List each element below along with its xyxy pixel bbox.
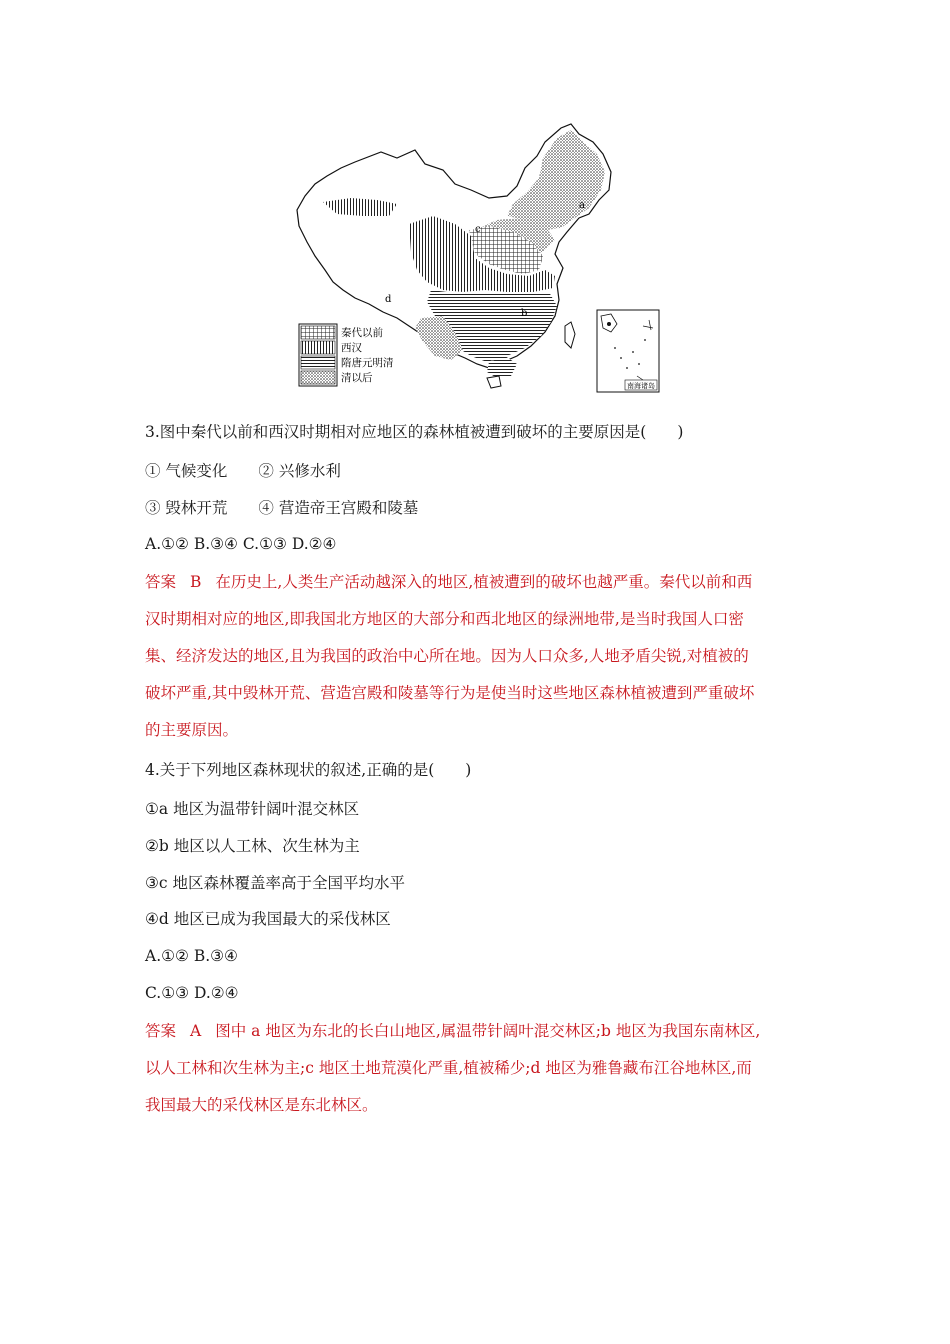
q4-stem: 4.关于下列地区森林现状的叙述,正确的是( ) bbox=[145, 761, 472, 780]
label-d: d bbox=[385, 294, 392, 305]
q3-options-2: ③ 毁林开荒 ④ 营造帝王宫殿和陵墓 bbox=[145, 498, 419, 517]
label-b: b bbox=[521, 308, 528, 319]
question-content bbox=[145, 420, 815, 1129]
q3-choices: A.①② B.③④ C.①③ D.②④ bbox=[145, 535, 337, 554]
q3-options-1: ① 气候变化 ② 兴修水利 bbox=[145, 461, 341, 480]
q3-answer-tag: 答案 bbox=[145, 573, 177, 592]
label-c: c bbox=[475, 224, 481, 235]
q4-choices-1: A.①② B.③④ bbox=[145, 947, 238, 966]
map-svg bbox=[293, 120, 665, 396]
legend-label-1: 西汉 bbox=[341, 342, 362, 354]
q3-explanation-line-2: 集、经济发达的地区,且为我国的政治中心所在地。因为人口众多,人地矛盾尖锐,对植被的 bbox=[145, 647, 749, 666]
legend-label-2: 隋唐元明清 bbox=[341, 357, 394, 369]
south-china-sea-inset bbox=[597, 310, 659, 392]
q4-explanation-line-1: 以人工林和次生林为主;c 地区土地荒漠化严重,植被稀少;d 地区为雅鲁藏布江谷地林区,而 bbox=[145, 1058, 752, 1077]
q3-explanation-line-4: 的主要原因。 bbox=[145, 721, 239, 740]
q3-answer-letter: B bbox=[190, 573, 202, 592]
q3-explanation-line-3: 破坏严重,其中毁林开荒、营造宫殿和陵墓等行为是使当时这些地区森林植被遭到严重破坏 bbox=[145, 684, 755, 703]
q4-explanation-line-2: 我国最大的采伐林区是东北林区。 bbox=[145, 1095, 378, 1114]
q3-answer bbox=[145, 561, 815, 752]
china-forest-map bbox=[293, 120, 665, 396]
q4-choices-2: C.①③ D.②④ bbox=[145, 983, 239, 1002]
hainan bbox=[487, 376, 501, 388]
q4-explanation-text-0: 图中 a 地区为东北的长白山地区,属温带针阔叶混交林区;b 地区为我国东南林区, bbox=[215, 1021, 761, 1040]
q4-answer-letter: A bbox=[190, 1021, 202, 1040]
taiwan bbox=[565, 322, 575, 348]
q4-option-3: ③c 地区森林覆盖率高于全国平均水平 bbox=[145, 873, 406, 892]
q4-option-4: ④d 地区已成为我国最大的采伐林区 bbox=[145, 910, 391, 929]
legend-label-3: 清以后 bbox=[341, 372, 373, 384]
q4-option-2: ②b 地区以人工林、次生林为主 bbox=[145, 836, 360, 855]
inset-label: 南海诸岛 bbox=[627, 382, 655, 390]
q4-option-1: ①a 地区为温带针阔叶混交林区 bbox=[145, 799, 360, 818]
map-legend bbox=[299, 324, 394, 386]
q3-explanation-text-0: 在历史上,人类生产活动越深入的地区,植被遭到的破坏也越严重。秦代以前和西 bbox=[215, 573, 753, 592]
q3-explanation-line-1: 汉时期相对应的地区,即我国北方地区的大部分和西北地区的绿洲地带,是当时我国人口密 bbox=[145, 610, 744, 629]
q4-answer bbox=[145, 1010, 815, 1127]
label-a: a bbox=[579, 200, 585, 211]
legend-label-0: 秦代以前 bbox=[341, 327, 383, 339]
q3-stem: 3.图中秦代以前和西汉时期相对应地区的森林植被遭到破坏的主要原因是( ) bbox=[145, 423, 684, 441]
q4-answer-tag: 答案 bbox=[145, 1021, 177, 1040]
